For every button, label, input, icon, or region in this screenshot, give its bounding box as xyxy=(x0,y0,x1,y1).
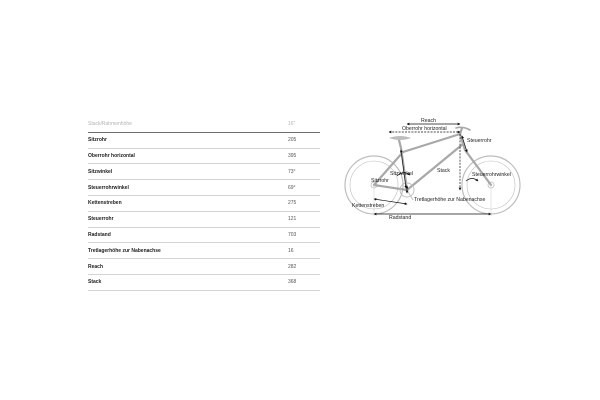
row-label: Reach xyxy=(88,259,288,275)
row-value: 282 xyxy=(288,259,320,275)
row-value: 16 xyxy=(288,243,320,259)
handlebar xyxy=(456,127,470,130)
label-bb-drop: Tretlagerhöhe zur Nabenachse xyxy=(414,197,486,203)
row-value: 73° xyxy=(288,164,320,180)
table-row xyxy=(88,180,320,196)
row-label: Sitzrohr xyxy=(88,132,288,148)
row-value: 703 xyxy=(288,227,320,243)
row-value: 205 xyxy=(288,132,320,148)
row-label: Sitzwinkel xyxy=(88,164,288,180)
table-row xyxy=(88,195,320,211)
row-value: 121 xyxy=(288,211,320,227)
bike-geometry-diagram xyxy=(335,112,527,232)
row-value: 395 xyxy=(288,148,320,164)
seat-tube-line xyxy=(401,150,406,188)
label-wheelbase: Radstand xyxy=(389,215,412,221)
label-head-tube: Steuerrohr xyxy=(467,138,492,144)
table-row xyxy=(88,211,320,227)
label-seat-tube: Sitzrohr xyxy=(371,178,389,184)
table-header-row xyxy=(88,117,320,132)
table-row xyxy=(88,148,320,164)
table-row xyxy=(88,259,320,275)
row-label: Radstand xyxy=(88,227,288,243)
table-row xyxy=(88,164,320,180)
table-row xyxy=(88,274,320,290)
header-label: Stack/Rahmenhöhe xyxy=(88,117,288,132)
row-label: Steuerrohrwinkel xyxy=(88,180,288,196)
row-label: Tretlagerhöhe zur Nabenachse xyxy=(88,243,288,259)
label-chainstay: Kettenstreben xyxy=(352,203,385,209)
saddle xyxy=(389,136,411,140)
label-reach: Reach xyxy=(421,118,436,124)
row-label: Stack xyxy=(88,274,288,290)
row-label: Oberrohr horizontal xyxy=(88,148,288,164)
table-row xyxy=(88,243,320,259)
row-value: 275 xyxy=(288,195,320,211)
table-row xyxy=(88,132,320,148)
label-head-angle: Steuerrohrwinkel xyxy=(472,172,511,178)
row-label: Steuerrohr xyxy=(88,211,288,227)
row-label: Kettenstreben xyxy=(88,195,288,211)
row-value: 368 xyxy=(288,274,320,290)
label-top-tube: Oberrohr horizontal xyxy=(402,126,447,132)
table-row xyxy=(88,227,320,243)
row-value: 69° xyxy=(288,180,320,196)
geometry-table xyxy=(88,117,320,291)
label-seat-angle: Sitzwinkel xyxy=(390,171,414,177)
label-stack: Stack xyxy=(437,168,450,174)
header-value: 16" xyxy=(288,117,320,132)
